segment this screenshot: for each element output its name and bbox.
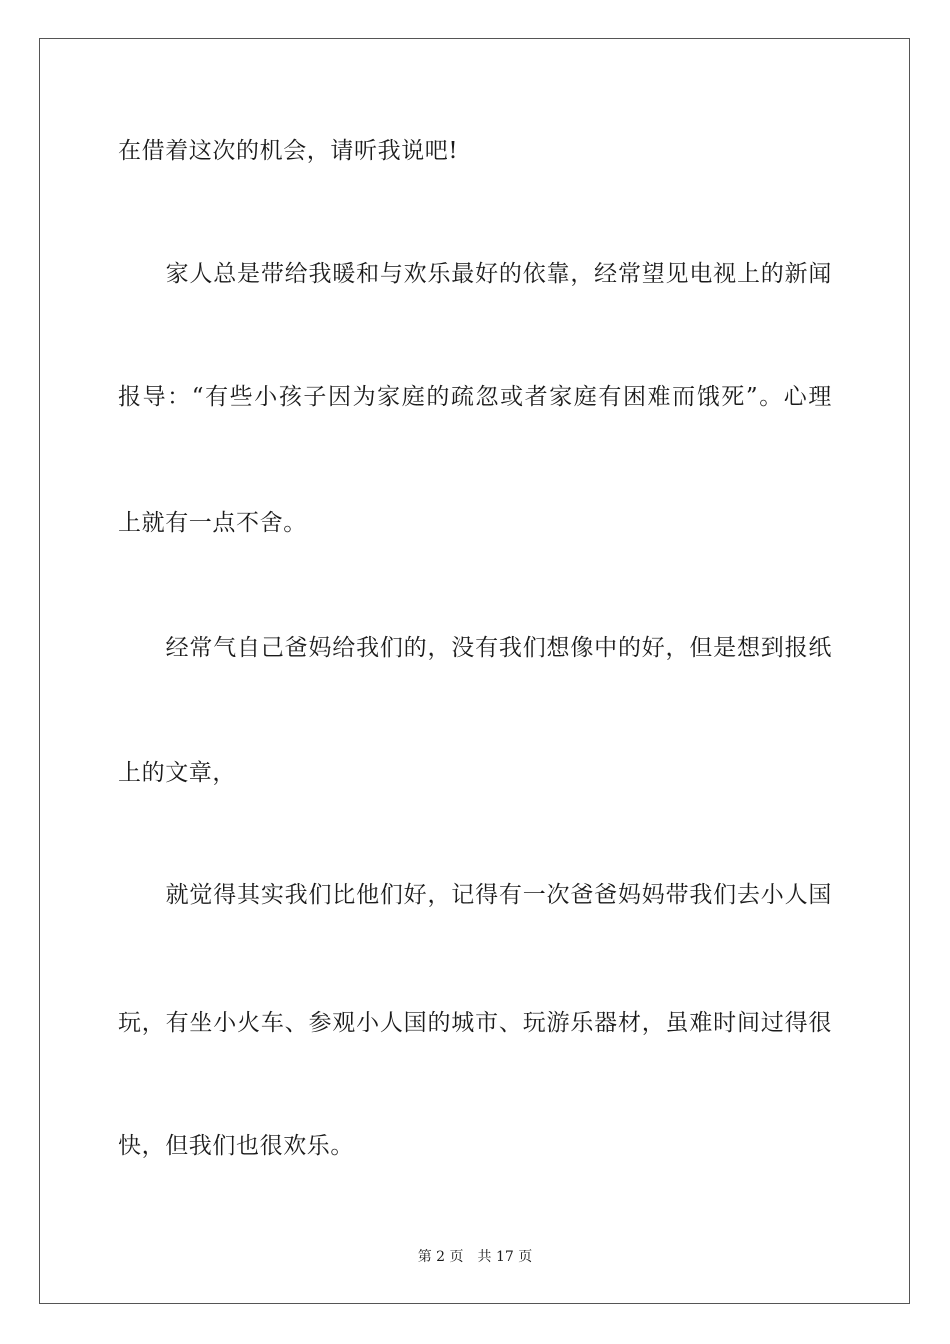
text-line-7: 就觉得其实我们比他们好，记得有一次爸爸妈妈带我们去小人国: [118, 882, 832, 908]
text-line-2: 家人总是带给我暖和与欢乐最好的依靠，经常望见电视上的新闻: [118, 261, 832, 287]
text-line-1: 在借着这次的机会，请听我说吧!: [118, 138, 459, 164]
text-line-5: 经常气自己爸妈给我们的，没有我们想像中的好，但是想到报纸: [118, 635, 832, 661]
page-border: [39, 38, 910, 1304]
text-line-3: 报导：“有些小孩子因为家庭的疏忽或者家庭有困难而饿死”。心理: [118, 384, 832, 410]
page-footer: [0, 1247, 950, 1267]
text-line-9: 快，但我们也很欢乐。: [118, 1133, 354, 1159]
text-line-8: 玩，有坐小火车、参观小人国的城市、玩游乐器材，虽难时间过得很: [118, 1010, 832, 1036]
text-line-6: 上的文章，: [118, 760, 236, 786]
page-number: 第 2 页: [417, 1249, 464, 1265]
page-total: 共 17 页: [477, 1249, 533, 1265]
text-line-4: 上就有一点不舍。: [118, 510, 307, 536]
